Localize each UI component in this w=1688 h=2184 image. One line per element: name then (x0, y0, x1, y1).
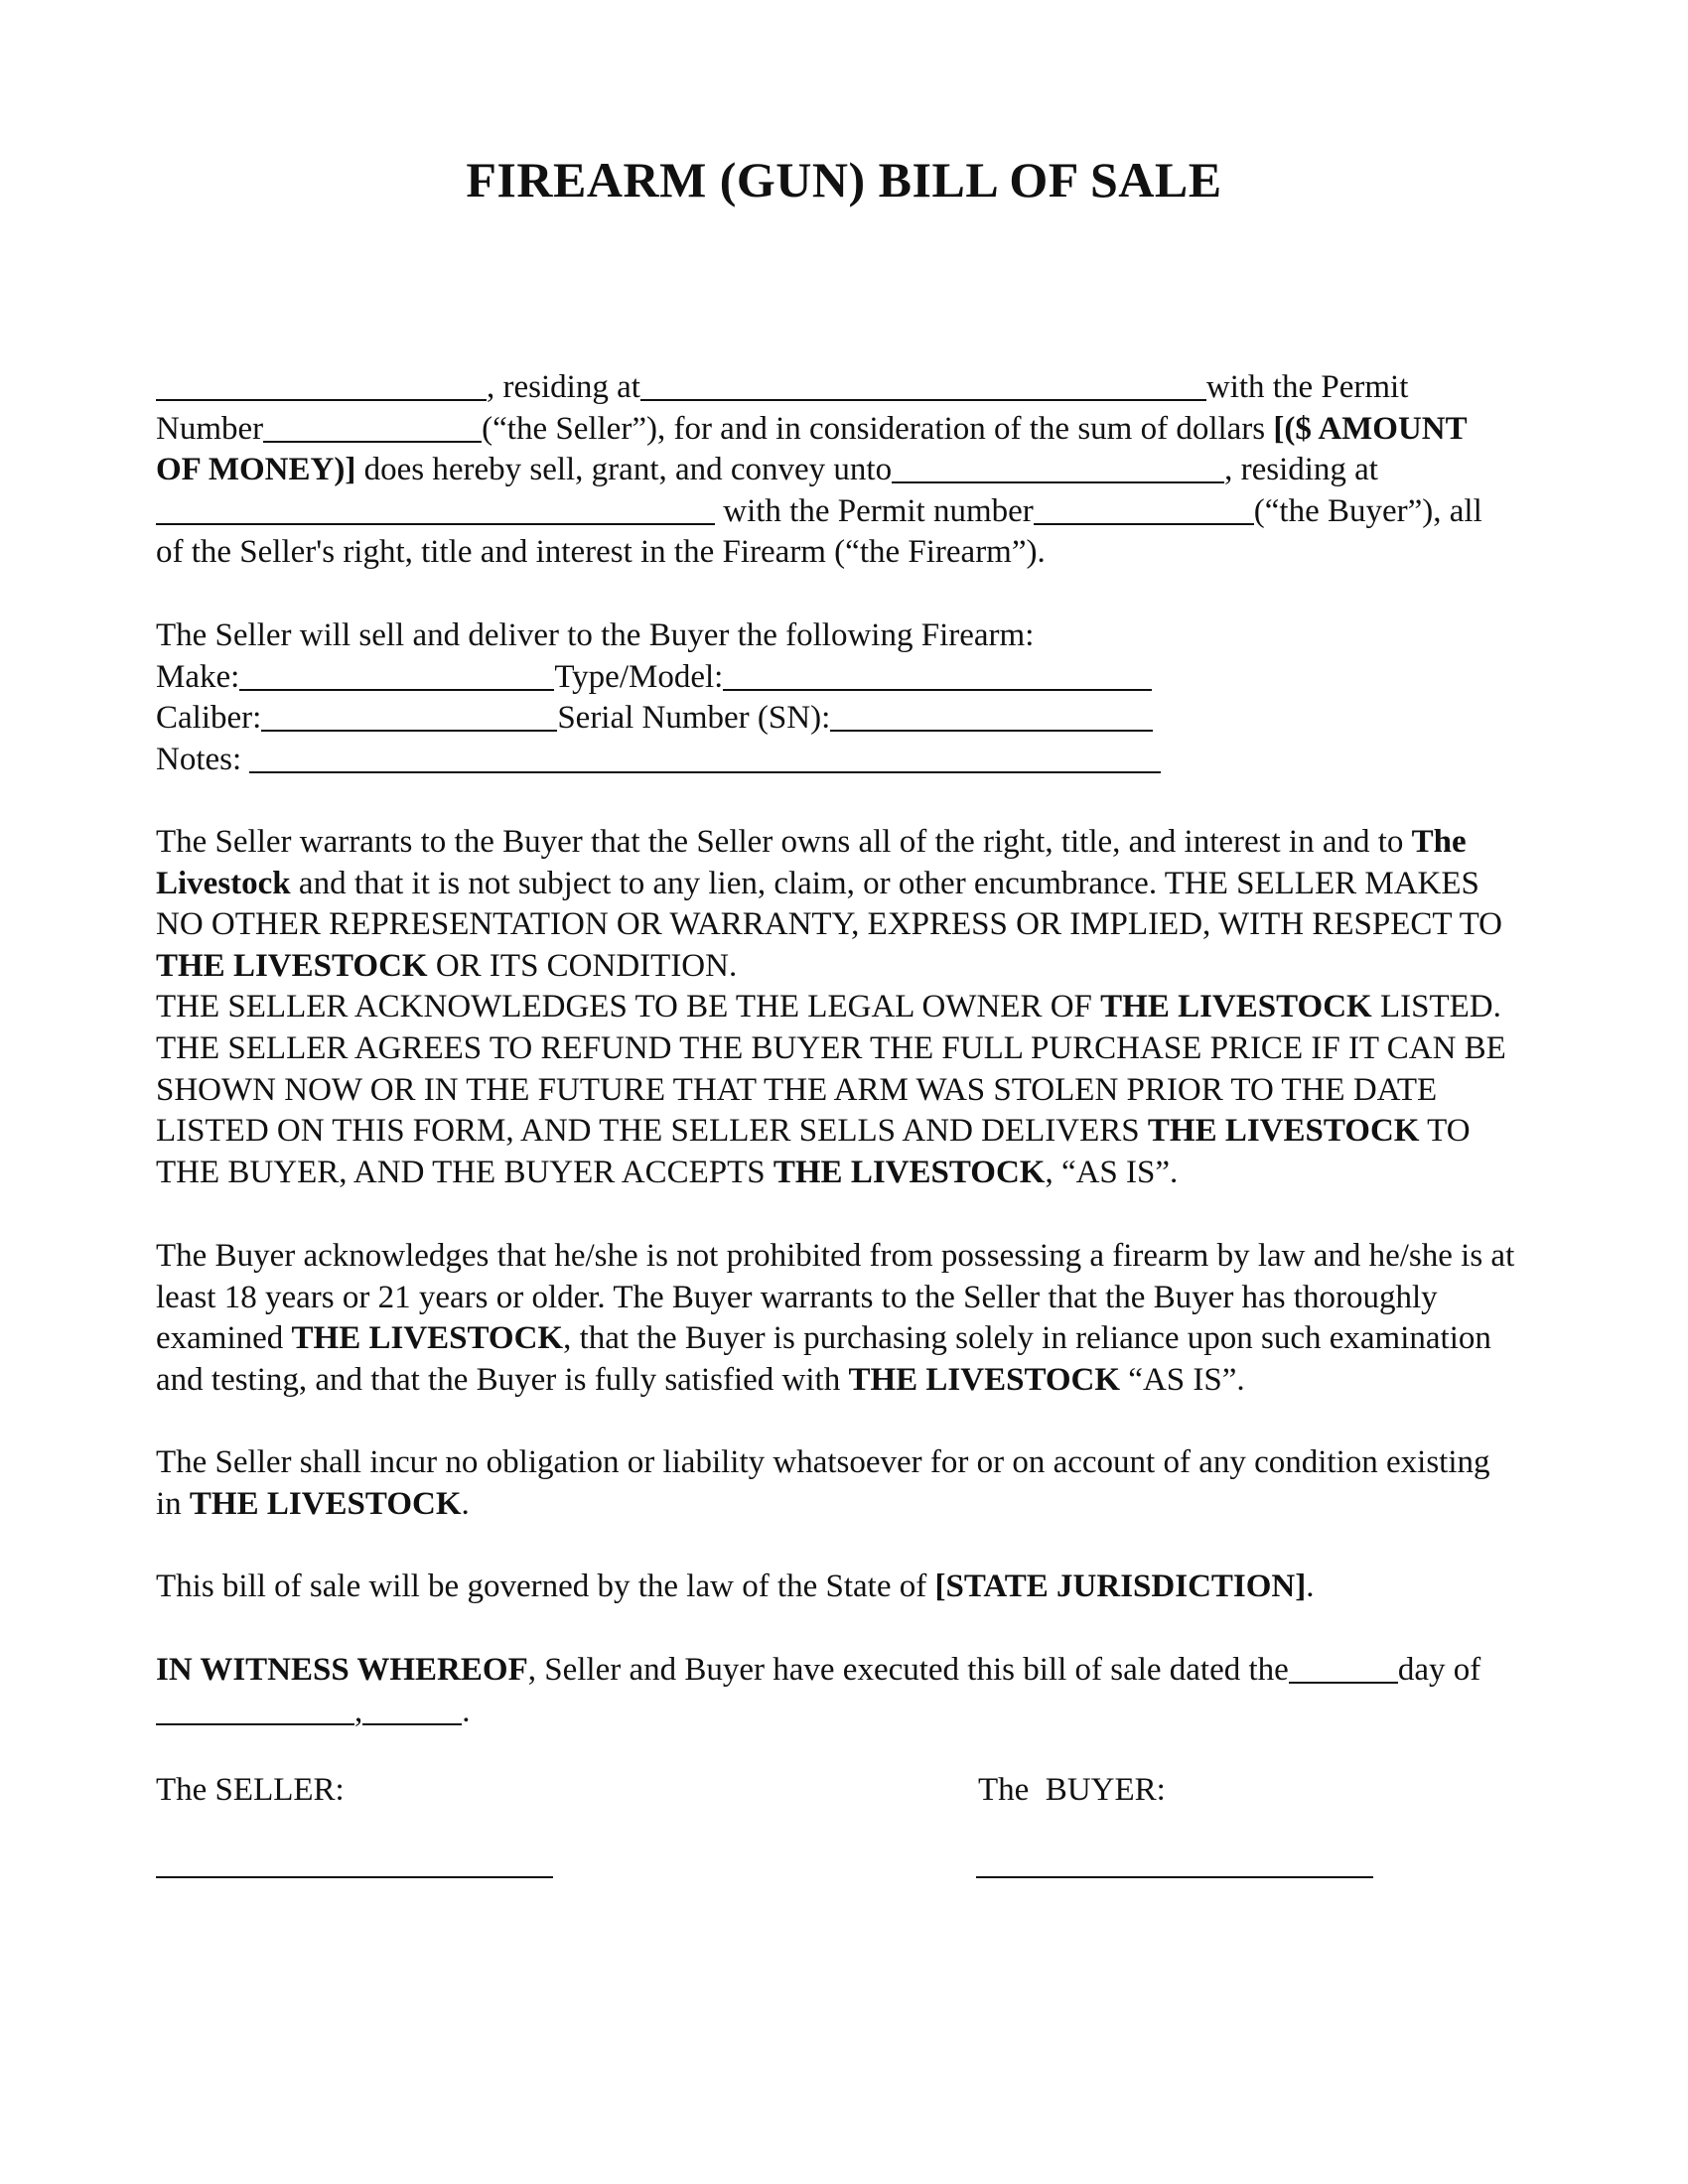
caliber-field[interactable] (261, 700, 557, 732)
day-field[interactable] (1289, 1652, 1398, 1684)
document-title: FIREARM (GUN) BILL OF SALE (466, 152, 1222, 207)
seller-permit-blank[interactable] (263, 411, 482, 443)
seller-signature-line[interactable] (156, 1876, 553, 1878)
seller-address-blank[interactable] (640, 369, 1206, 401)
make-field[interactable] (239, 659, 554, 691)
intro-paragraph: , residing at with the Permit Number (“the Seller”), for and in consideration of the sum of dollars [($ AMOUNT OF MONEY)] does hereby sell, grant, and convey unto , residing at with the Permit number (“the Buyer”), all of the Seller's right, title and interest in the Firearm (“the Firearm”). (156, 369, 1482, 571)
firearm-details: The Seller will sell and deliver to the Buyer the following Firearm: Make: Type/Model: Caliber: Serial Number (SN): Notes: (156, 615, 1536, 780)
witness-paragraph: IN WITNESS WHEREOF, Seller and Buyer have executed this bill of sale dated the day of , . (156, 1652, 1481, 1729)
seller-signature-label: The SELLER: (156, 1772, 345, 1808)
buyer-signature-line[interactable] (976, 1876, 1373, 1878)
notes-field[interactable] (249, 742, 1161, 773)
buyer-permit-blank[interactable] (1034, 493, 1254, 525)
month-field[interactable] (156, 1694, 354, 1725)
year-field[interactable] (362, 1694, 462, 1725)
buyer-signature-label: The BUYER: (978, 1772, 1166, 1808)
buyer-acknowledgement-paragraph: The Buyer acknowledges that he/she is not prohibited from possessing a firearm by law and he/she is at least 18 years or 21 years or older. The Buyer warrants to the Seller that the Buyer has thoroughly examined THE LIVESTOCK, that the Buyer is purchasing solely in reliance upon such examination and testing, and that the Buyer is fully satisfied with THE LIVESTOCK “AS IS”. (156, 1238, 1515, 1398)
buyer-name-blank[interactable] (892, 452, 1224, 483)
seller-name-blank[interactable] (156, 369, 487, 401)
model-field[interactable] (723, 659, 1152, 691)
buyer-address-blank[interactable] (156, 493, 715, 525)
warranty-paragraph: The Seller warrants to the Buyer that the Seller owns all of the right, title, and interest in and to The Livestock and that it is not subject to any lien, claim, or other encumbrance. THE SELLER MAKES NO OTHER REPRESENTATION OR WARRANTY, EXPRESS OR IMPLIED, WITH RESPECT TO THE LIVESTOCK OR ITS CONDITION. THE SELLER ACKNOWLEDGES TO BE THE LEGAL OWNER OF THE LIVESTOCK LISTED. THE SELLER AGREES TO REFUND THE BUYER THE FULL PURCHASE PRICE IF IT CAN BE SHOWN NOW OR IN THE FUTURE THAT THE ARM WAS STOLEN PRIOR TO THE DATE LISTED ON THIS FORM, AND THE SELLER SELLS AND DELIVERS THE LIVESTOCK TO THE BUYER, AND THE BUYER ACCEPTS THE LIVESTOCK, “AS IS”. (156, 824, 1506, 1190)
governing-law-paragraph: This bill of sale will be governed by the law of the State of [STATE JURISDICTION]. (156, 1569, 1315, 1604)
serial-number-field[interactable] (830, 700, 1153, 732)
liability-paragraph: The Seller shall incur no obligation or liability whatsoever for or on account of any condition existing in THE LIVESTOCK. (156, 1444, 1490, 1522)
